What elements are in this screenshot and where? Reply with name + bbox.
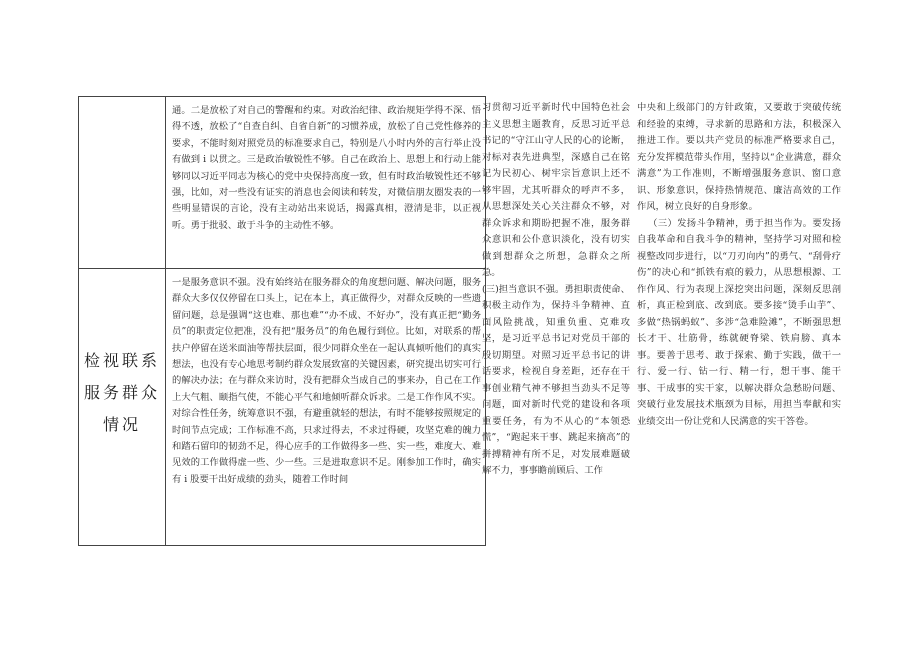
- paragraph-with-heading: [637, 216, 841, 431]
- section-heading: (三)担当意识不强。: [482, 283, 565, 295]
- paragraph: 习贯彻习近平新时代中国特色社会主义思想主题教育，反思习近平总书记的“守江山守人民的心的论断，对标对表先进典型，深感自己在铭记为民初心、树牢宗旨意识上还不够牢固，尤其听群众的呼声不多，从思想深处关心关注群众不够，对群众诉求和期盼把握不准，服务群众意识和公仆意识淡化，没有切实做到想群众之所想，急群众之所急。: [482, 102, 630, 278]
- service-masses-text: 一是服务意识不强。没有始终站在服务群众的角度想问题、解决问题，服务群众大多仅仅停留在口头上，记在本上，真正做得少，对群众反映的一些遗留问题，总是强调“这也难、那也难”“办不成、不好办”，没有真正把“勤务员”的职责定位把准，没有把“服务员”的角色履行到位。比如，对联系的帮扶户停留在送米面油等帮扶层面，很少同群众坐在一起认真倾听他们的真实想法，也没有专心地思考制约群众发展致富的关键因素，研究提出切实可行的解决办法；在与群众来访时，没有把群众当成自己的事来办，自己在工作上大气粗、颐指气使，不能心平气和地倾听群众诉求。二是工作作风不实。对综合性任务，统筹意识不强，有避重就轻的想法，有时不能够按照规定的时间节点完成；工作标准不高，只求过得去，不求过得硬，攻坚克难的魄力和踏石留印的韧劲不足，得心应手的工作做得多一些、实一些，难度大、难见效的工作做得虚一些、少一些。三是进取意识不足。刚参加工作时，确实有 i 股要干出好成绩的劲头，随着工作时间: [172, 277, 481, 485]
- text-column-3: [637, 100, 841, 430]
- section-heading: （三）发扬斗争精神，勇于担当作为。: [648, 217, 813, 229]
- text-column-2: [482, 100, 630, 480]
- paragraph-with-heading: [482, 282, 630, 480]
- table-row: [79, 97, 486, 269]
- political-issues-text: 通。二是放松了对自己的警醒和约束。对政治纪律、政治规矩学得不深、悟得不透，放松了“自查自纠、自省自新”的习惯养成，放松了自己党性修养的要求，不能时刻对照党员的标准要求自己，特别是八小时内外的言行举止没有做到 i 以贯之。三是政治敏锐性不够。自己在政治上、思想上和行动上能够同以习近平同志为核心的党中央保持高度一致，但有时政治敏锐性还不够强，比如，对一些没有证实的消息也会阅读和转发，对微信朋友圈发表的一些明显错误的言论，没有主动站出来说话，揭露真相，澄清是非，以正视听。勇于批驳、敢于斗争的主动性不够。: [172, 105, 481, 231]
- row-text-cell: [166, 97, 486, 269]
- row-label-cell: [79, 97, 166, 269]
- table-row: [79, 269, 486, 546]
- row-label-line: 检视联系: [83, 351, 160, 370]
- review-table: [78, 96, 486, 546]
- row-label-cell: [79, 269, 166, 546]
- paragraph-body: 勇担职责使命、积极主动作为，保持斗争精神、直面风险挑战，知重负重、克难攻坚，是习近平总书记对党员干部的殷切期望。对照习近平总书记的讲话要求，检视自身差距，还存在干事创业精气神不够担当劲头不足等问题，面对新时代党的建设和各项重要任务，有为不从心的“本领恐慌”，“跑起来干事、跳起来摘高”的拼搏精神有所不足，对发展难题破解不力，事事瞻前顾后、工作: [482, 283, 630, 476]
- row-text-cell: [166, 269, 486, 546]
- row-label-line: 情况: [102, 415, 141, 434]
- paragraph: 中央和上级部门的方针政策，又要敢于突破传统和经验的束缚，寻求新的思路和方法，积极深入推进工作。要以共产党员的标准严格要求自己，充分发挥模范带头作用，坚持以“企业满意，群众满意”为工作准则，不断增强服务意识、窗口意识、形象意识，保持热情规范、廉洁高效的工作作风，树立良好的自身形象。: [637, 102, 841, 212]
- row-label-service-masses: [79, 269, 165, 441]
- paragraph-body: 要发扬自我革命和自我斗争的精神，坚持学习对照和检视整改同步进行，以“刀刃向内”的勇气、“刮骨疗伤”的决心和“抓铁有痕的毅力，从思想根源、工作作风、行为表现上深挖突出问题，深刻反思剖析，真正检到底、改到底。要多接“烫手山芋”、多做“热锅蚂蚁”、多涉“急难险滩”，不断强思想长才干、壮筋骨，练就硬脊梁、铁肩膀、真本事。要善于思考、敢于探索、勤于实践，做干一行、爱一行、钻一行、精一行，想干事、能干事、干成事的实干家，以解决群众急愁盼问题、突破行业发展技术瓶颈为目标，用担当奉献和实业绩交出一份让党和人民满意的实干答卷。: [637, 217, 841, 427]
- row-label-line: 服务群众: [83, 383, 160, 402]
